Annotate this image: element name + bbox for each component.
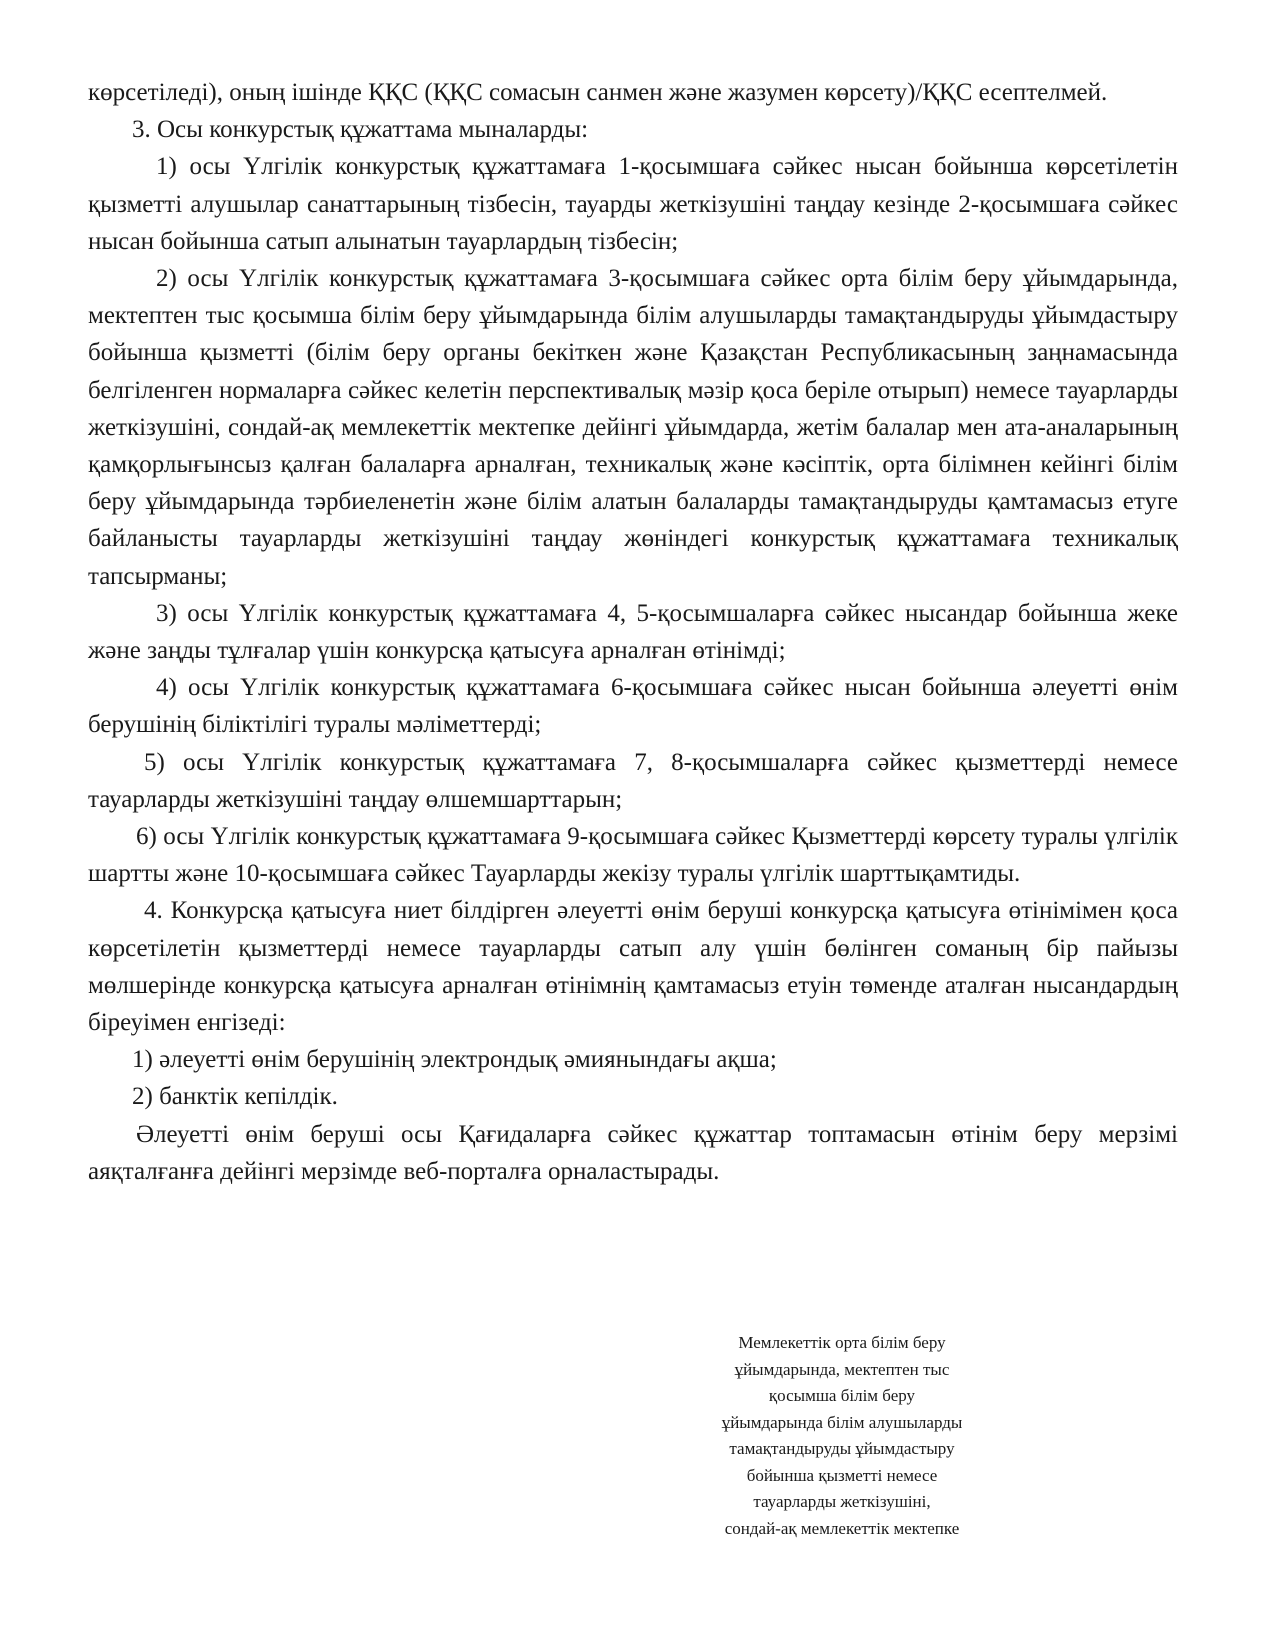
caption-line: ұйымдарында, мектептен тыс	[734, 1359, 950, 1379]
paragraph-closing: Әлеуетті өнім беруші осы Қағидаларға сәйкес құжаттар топтамасын өтінім беру мерзімі аяқталғанға дейінгі мерзімде веб-порталға орналастырады.	[88, 1120, 1178, 1185]
paragraph-item-4-option-2: 2) банктік кепілдік.	[132, 1083, 338, 1111]
paragraph-subitem-5: 5) осы Үлгілік конкурстық құжаттамаға 7, 8-қосымшаларға сәйкес қызметтерді немесе тауарларды жеткізушіні таңдау өлшемшарттарын;	[88, 748, 1178, 813]
paragraph-subitem-2: 2) осы Үлгілік конкурстық құжаттамаға 3-қосымшаға сәйкес орта білім беру ұйымдарында, мектептен тыс қосымша білім беру ұйымдарында білім алушыларды тамақтандыруды ұйымдастыру бойынша қызметті (білім беру органы бекіткен және Қазақстан Республикасының заңнамасында белгіленген нормаларға сәйкес келетін перспективалық мәзір қоса беріле отырып) немесе тауарларды жеткізушіні, сондай-ақ мемлекеттік мектепке дейінгі ұйымдарда, жетім балалар мен ата-аналарының қамқорлығынсыз қалған балаларға арналған, техникалық және кәсіптік, орта білімнен кейінгі білім беру ұйымдарында тәрбиеленетін және білім алатын балаларды тамақтандыруды қамтамасыз етуге байланысты тауарларды жеткізушіні таңдау жөніндегі конкурстық құжаттамаға техникалық тапсырманы;	[88, 265, 1178, 590]
caption-line: ұйымдарында білім алушыларды	[721, 1412, 963, 1432]
paragraph-subitem-6: 6) осы Үлгілік конкурстық құжаттамаға 9-қосымшаға сәйкес Қызметтерді көрсету туралы үлгілік шартты және 10-қосымшаға сәйкес Тауарларды жекізу туралы үлгілік шарттықамтиды.	[88, 823, 1178, 888]
caption-line: қосымша білім беру	[768, 1386, 916, 1405]
appendix-caption	[692, 1330, 992, 1542]
paragraph-item-4-option-1: 1) әлеуетті өнім берушінің электрондық әмиянындағы ақша;	[132, 1046, 777, 1074]
caption-line: сондай-ақ мемлекеттік мектепке	[724, 1518, 960, 1538]
paragraph-subitem-4: 4) осы Үлгілік конкурстық құжаттамаға 6-қосымшаға сәйкес нысан бойынша әлеуетті өнім берушінің біліктілігі туралы мәліметтерді;	[88, 674, 1178, 739]
paragraph-item-3-heading: 3. Осы конкурстық құжаттама мыналарды:	[132, 116, 589, 144]
caption-line: тауарларды жеткізушіні,	[753, 1492, 931, 1511]
paragraph-vat-continuation: көрсетіледі), оның ішінде ҚҚС (ҚҚС сомасын санмен және жазумен көрсету)/ҚҚС есептелмей.	[88, 79, 1108, 106]
paragraph-subitem-1: 1) осы Үлгілік конкурстық құжаттамаға 1-қосымшаға сәйкес нысан бойынша көрсетілетін қызметті алушылар санаттарының тізбесін, тауарды жеткізушіні таңдау кезінде 2-қосымшаға сәйкес нысан бойынша сатып алынатын тауарлардың тізбесін;	[88, 153, 1178, 255]
caption-line: тамақтандыруды ұйымдастыру	[729, 1439, 955, 1458]
document-body	[88, 74, 1178, 1190]
paragraph-subitem-3: 3) осы Үлгілік конкурстық құжаттамаға 4, 5-қосымшаларға сәйкес нысандар бойынша жеке және заңды тұлғалар үшін конкурсқа қатысуға арналған өтінімді;	[88, 599, 1178, 665]
paragraph-item-4: 4. Конкурсқа қатысуға ниет білдірген әлеуетті өнім беруші конкурсқа қатысуға өтінімімен қоса көрсетілетін қызметтерді немесе тауарларды сатып алу үшін бөлінген соманың бір пайызы мөлшерінде конкурсқа қатысуға арналған өтінімнің қамтамасыз етуін төменде аталған нысандардың біреуімен енгізеді:	[88, 897, 1178, 1037]
caption-line: бойынша қызметті немесе	[746, 1465, 938, 1485]
caption-line: Мемлекеттік орта білім беру	[738, 1333, 946, 1352]
